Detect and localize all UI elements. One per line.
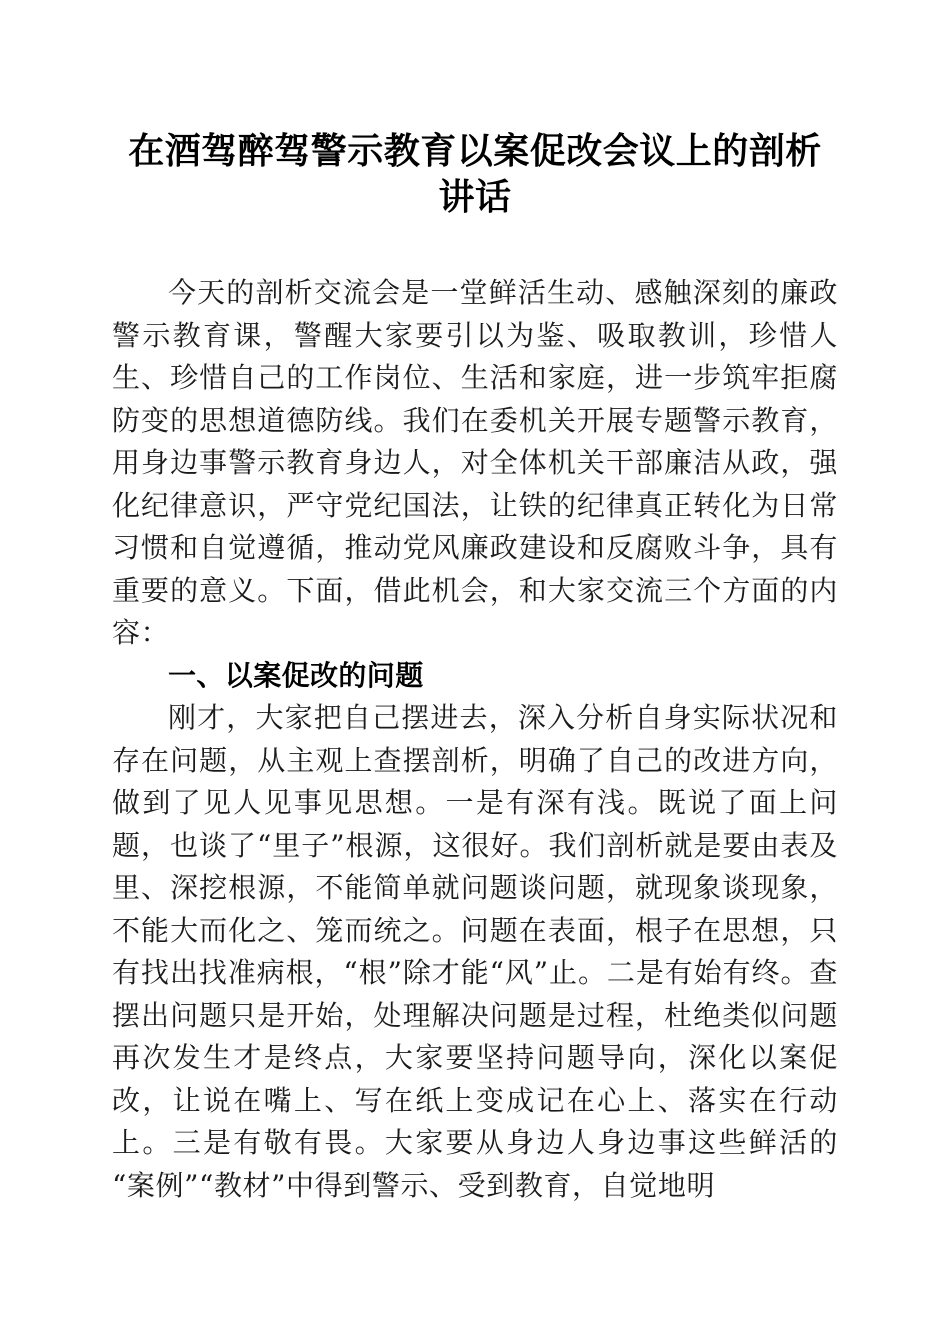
section-1-paragraph: 刚才，大家把自己摆进去，深入分析自身实际状况和存在问题，从主观上查摆剖析，明确了自己的改进方向，做到了见人见事见思想。一是有深有浅。既说了面上问题，也谈了“里子”根源，这很好。我们剖析就是要由表及里、深挖根源，不能简单就问题谈问题，就现象谈现象，不能大而化之、笼而统之。问题在表面，根子在思想，只有找出找准病根，“根”除才能“风”止。二是有始有终。查摆出问题只是开始，处理解决问题是过程，杜绝类似问题再次发生才是终点，大家要坚持问题导向，深化以案促改，让说在嘴上、写在纸上变成记在心上、落实在行动上。三是有敬有畏。大家要从身边人身边事这些鲜活的“案例”“教材”中得到警示、受到教育，自觉地明 bbox=[112, 701, 838, 1202]
title-body-spacer bbox=[112, 220, 838, 272]
document-title: 在酒驾醉驾警示教育以案促改会议上的剖析讲话 bbox=[128, 130, 822, 218]
section-heading-1: 一、以案促改的问题 bbox=[168, 658, 424, 692]
page-content-column bbox=[112, 128, 838, 1207]
opening-paragraph: 今天的剖析交流会是一堂鲜活生动、感触深刻的廉政警示教育课，警醒大家要引以为鉴、吸取教训，珍惜人生、珍惜自己的工作岗位、生活和家庭，进一步筑牢拒腐防变的思想道德防线。我们在委机关开展专题警示教育，用身边事警示教育身边人，对全体机关干部廉洁从政，强化纪律意识，严守党纪国法，让铁的纪律真正转化为日常习惯和自觉遵循，推动党风廉政建设和反腐败斗争，具有重要的意义。下面，借此机会，和大家交流三个方面的内容： bbox=[112, 276, 838, 649]
